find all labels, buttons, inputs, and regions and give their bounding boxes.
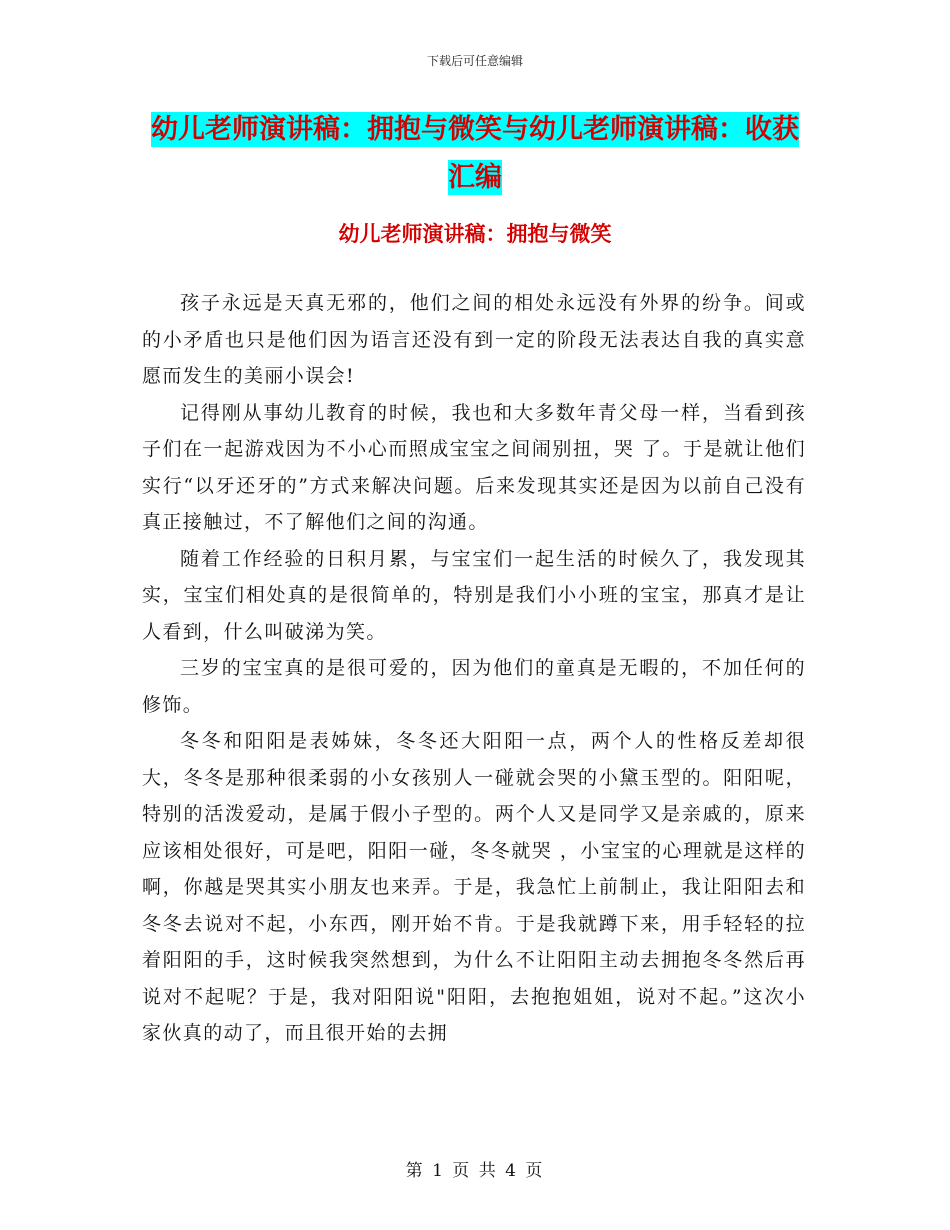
paragraph: 记得刚从事幼儿教育的时候，我也和大多数年青父母一样，当看到孩子们在一起游戏因为不小心而照成宝宝之间闹别扭，哭 了。于是就让他们实行“以牙还牙的”方式来解决问题。后来发现其实还是因为以前自己没有真正接触过，不了解他们之间的沟通。 — [142, 401, 806, 533]
document-title-text: 幼儿老师演讲稿：拥抱与微笑与幼儿老师演讲稿：收获汇编 — [151, 114, 799, 193]
section-title: 幼儿老师演讲稿：拥抱与微笑 — [338, 222, 612, 246]
header-note: 下载后可任意编辑 — [426, 54, 523, 68]
paragraph: 孩子永远是天真无邪的，他们之间的相处永远没有外界的纷争。间或的小矛盾也只是他们因为语言还没有到一定的阶段无法表达自我的真实意愿而发生的美丽小误会! — [142, 292, 806, 387]
paragraph: 随着工作经验的日积月累，与宝宝们一起生活的时候久了，我发现其实，宝宝们相处真的是很简单的，特别是我们小小班的宝宝，那真才是让人看到，什么叫破涕为笑。 — [142, 547, 806, 643]
document-title — [140, 106, 810, 202]
body-text — [142, 285, 806, 1052]
paragraph: 冬冬和阳阳是表姊妹，冬冬还大阳阳一点，两个人的性格反差却很大，冬冬是那种很柔弱的小女孩别人一碰就会哭的小黛玉型的。阳阳呢，特别的活泼爱动，是属于假小子型的。两个人又是同学又是亲戚的，原来应该相处很好，可是吧，阳阳一碰，冬冬就哭 ，小宝宝的心理就是这样的啊，你越是哭其实小朋友也来弄。于是，我急忙上前制止，我让阳阳去和冬冬去说对不起，小东西，刚开始不肯。于是我就蹲下来，用手轻轻的拉着阳阳的手，这时候我突然想到，为什么不让阳阳主动去拥抱冬冬然后再说对不起呢？于是，我对阳阳说"阳阳，去抱抱姐姐，说对不起。”这次小家伙真的动了，而且很开始的去拥 — [142, 730, 806, 1044]
paragraph: 三岁的宝宝真的是很可爱的，因为他们的童真是无暇的，不加任何的修饰。 — [142, 657, 806, 716]
page-number: 第 1 页 共 4 页 — [405, 1161, 545, 1181]
